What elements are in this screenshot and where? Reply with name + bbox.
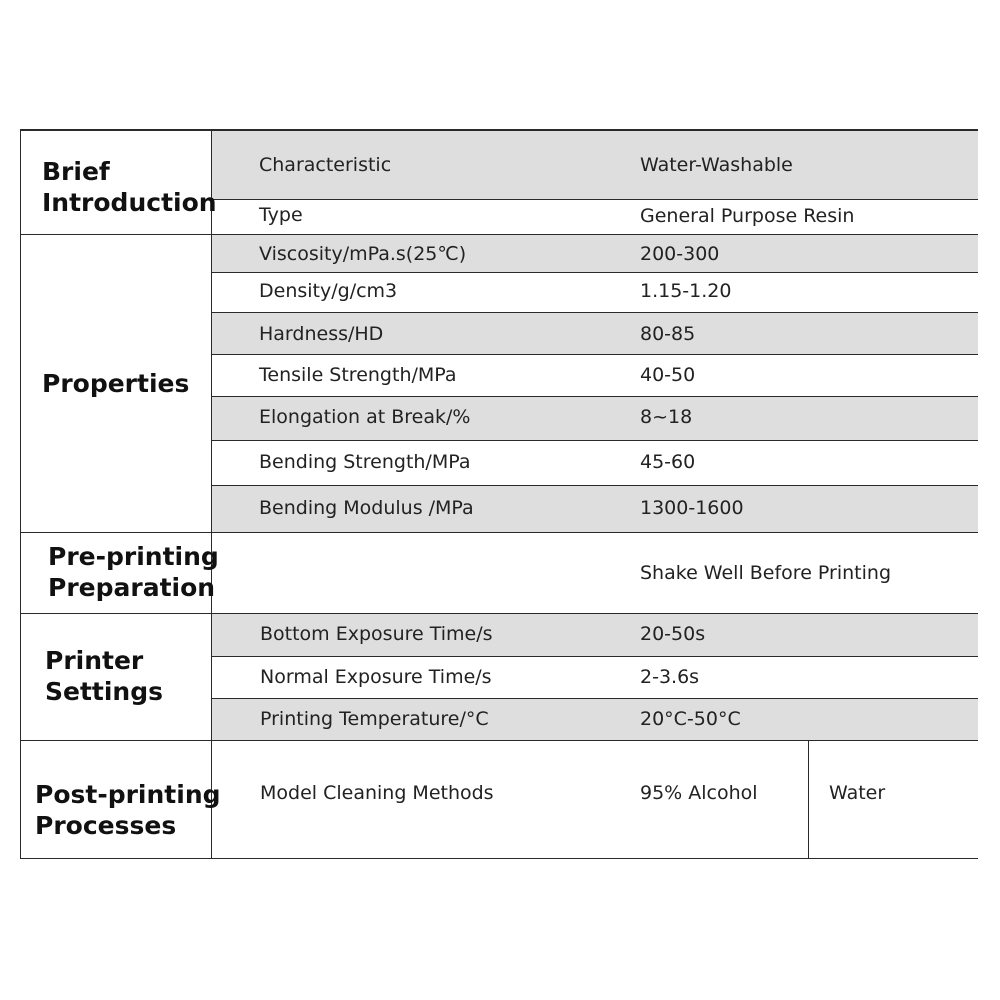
row-value-secondary: Water [829, 782, 886, 804]
row-value: 1.15-1.20 [640, 280, 732, 302]
table-border-bottom [20, 858, 978, 859]
row-value: 80-85 [640, 323, 696, 345]
row-label: Hardness/HD [259, 323, 384, 345]
section-divider [20, 532, 978, 533]
section-divider [20, 613, 978, 614]
row-value: 8~18 [640, 406, 693, 428]
row-label: Bending Strength/MPa [259, 451, 471, 473]
row-label: Type [259, 204, 303, 226]
row-value: General Purpose Resin [640, 205, 855, 227]
row-value: 20°C-50°C [640, 708, 741, 730]
row-divider [212, 312, 978, 313]
section-title-post-printing-processes: Post-printing Processes [35, 780, 221, 840]
row-divider [212, 485, 978, 486]
section-title-printer-settings: Printer Settings [45, 646, 164, 706]
table-border-top [20, 129, 978, 131]
row-value: 200-300 [640, 243, 720, 265]
column-divider [808, 741, 809, 859]
table-border-left [20, 129, 21, 859]
row-divider [212, 199, 978, 200]
row-divider [212, 440, 978, 441]
row-label: Characteristic [259, 154, 392, 176]
row-label: Model Cleaning Methods [260, 782, 494, 804]
row-label: Density/g/cm3 [259, 280, 398, 302]
row-value: 45-60 [640, 451, 696, 473]
row-label: Bending Modulus /MPa [259, 497, 474, 519]
section-title-properties: Properties [42, 369, 190, 398]
row-value: Shake Well Before Printing [640, 562, 892, 584]
row-value: Water-Washable [640, 154, 793, 176]
row-label: Elongation at Break/% [259, 406, 471, 428]
row-value: 40-50 [640, 364, 696, 386]
row-value: 20-50s [640, 623, 706, 645]
row-label: Bottom Exposure Time/s [260, 623, 493, 645]
column-divider [211, 129, 212, 859]
section-title-pre-printing-preparation: Pre-printing Preparation [48, 542, 219, 602]
row-label: Tensile Strength/MPa [259, 364, 457, 386]
row-value: 95% Alcohol [640, 782, 758, 804]
row-label: Viscosity/mPa.s(25℃) [259, 243, 467, 265]
row-label: Normal Exposure Time/s [260, 666, 492, 688]
section-divider [20, 740, 978, 741]
row-value: 2-3.6s [640, 666, 700, 688]
row-value: 1300-1600 [640, 497, 744, 519]
section-title-brief-introduction: Brief Introduction [42, 157, 217, 217]
row-label: Printing Temperature/°C [260, 708, 489, 730]
